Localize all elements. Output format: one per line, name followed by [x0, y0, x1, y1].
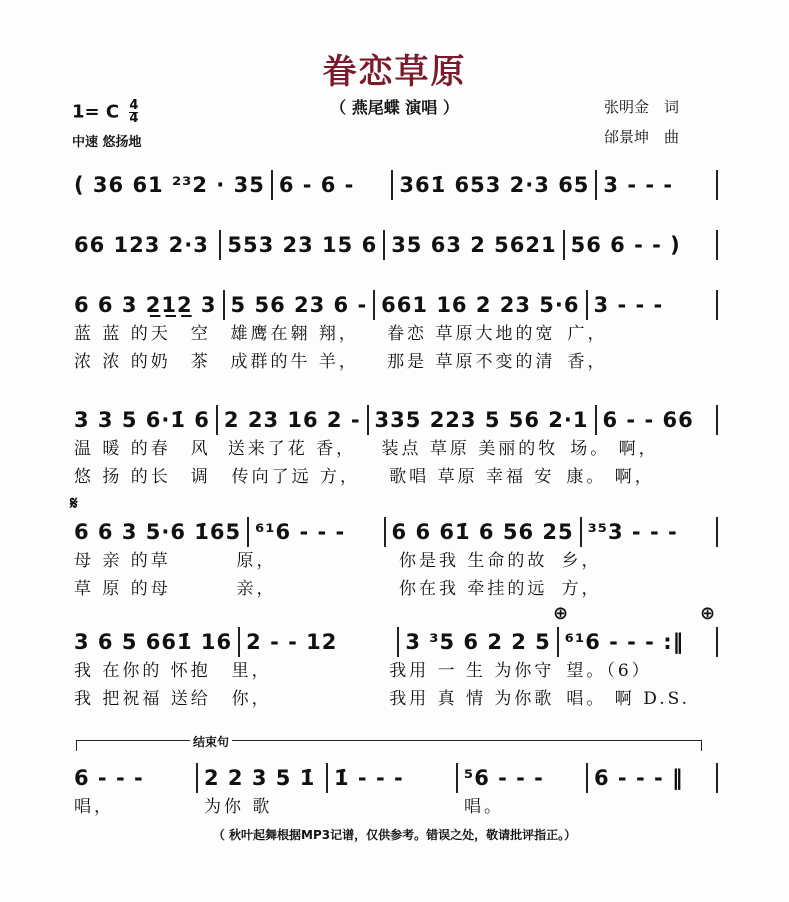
measure: 2 2 3 5 1̇	[198, 763, 328, 793]
lyric-segment: 草 原 的母	[74, 579, 171, 599]
notation-row	[68, 170, 718, 200]
lyric-segment: 广，	[567, 324, 608, 344]
lyric-segment: 我用 真 情 为你歌	[389, 689, 555, 709]
measure: ⁶¹6 - - -	[249, 517, 385, 547]
lyric-segment: 望。（6）	[566, 661, 652, 681]
lyric-segment: 眷恋 草原大地的宽	[387, 324, 556, 344]
lyric-segment: 乡，	[561, 551, 602, 571]
lyric-segment: 你是我 生命的故	[399, 551, 548, 571]
lyrics-verse-1	[68, 435, 718, 463]
measure: 2 23 16 2 -	[218, 405, 369, 435]
measure: 335 223 5 56 2·1	[369, 405, 597, 435]
lyrics-verse-2	[68, 575, 718, 603]
measure: ³⁵3 - - -	[582, 517, 718, 547]
notation-row	[68, 290, 718, 320]
measure: 3 6 5 661̇ 16	[68, 627, 240, 657]
lyricist: 张明金 词	[604, 98, 680, 116]
time-bottom: 4	[129, 111, 139, 126]
lyric-segment: 我 把祝福 送给	[74, 689, 211, 709]
key: 1= C	[72, 101, 120, 123]
lyric-segment: 成群的牛 羊，	[230, 352, 359, 372]
lyric-segment	[588, 793, 718, 821]
key-signature	[72, 100, 138, 125]
measure: 3 3 5 6·1̇ 6	[68, 405, 218, 435]
lyric-segment: 唱。 啊 D.S.	[566, 689, 691, 709]
system-5	[68, 493, 718, 603]
lyrics-verse-1	[68, 657, 718, 685]
time-signature	[129, 100, 138, 125]
notation-row	[68, 517, 718, 547]
lyrics-verse-2	[68, 685, 718, 713]
tempo-marking: 中速 悠扬地	[72, 135, 142, 150]
lyric-segment: 唱，	[74, 797, 114, 817]
lyric-segment: 唱。	[464, 797, 504, 817]
notation-row	[68, 627, 718, 657]
lyric-segment: 里，	[231, 661, 272, 681]
lyric-segment: 母 亲 的草	[74, 551, 171, 571]
system-2	[68, 230, 718, 260]
lyric-segment: 悠 扬 的长 调	[74, 467, 211, 487]
lyrics-verse-1	[68, 547, 718, 575]
lyric-segment: 蓝 蓝 的天 空	[74, 324, 211, 344]
notation-row	[68, 405, 718, 435]
lyric-segment: 雄鹰在翱 翔，	[230, 324, 359, 344]
ending-bracket	[76, 740, 702, 751]
composer: 邰景坤 曲	[604, 128, 680, 146]
measure: 2 - - 12	[240, 627, 399, 657]
lyric-segment: 亲，	[236, 579, 277, 599]
lyric-segment: 那是 草原不变的清	[387, 352, 556, 372]
measure: 661 16 2 23 5·6	[375, 290, 587, 320]
lyric-segment: 康。 啊，	[566, 467, 655, 487]
measure: 66 123 2·3	[68, 230, 221, 260]
lyric-segment: 你在我 牵挂的远	[399, 579, 548, 599]
measure: 361̇ 653 2·3 65	[393, 170, 597, 200]
lyric-segment: 方，	[561, 579, 602, 599]
lyric-segment	[328, 793, 458, 821]
system-4	[68, 405, 718, 491]
lyric-segment: 你，	[231, 689, 272, 709]
lyric-segment: 我 在你的 怀抱	[74, 661, 211, 681]
measure: 35 63 2 5621	[385, 230, 564, 260]
measure: 3 - - -	[588, 290, 718, 320]
lyric-segment: 送来了花 香，	[227, 439, 357, 459]
lyric-segment: 原，	[236, 551, 277, 571]
notation-row	[68, 230, 718, 260]
song-title: 眷恋草原	[322, 52, 467, 92]
measure: ( 36 61 ²³2 · 35	[68, 170, 273, 200]
footer-note: （ 秋叶起舞根据MP3记谱，仅供参考。错误之处，敬请批评指正。）	[212, 828, 577, 842]
coda-icon: ⊕	[553, 603, 569, 624]
measure: 5 56 23 6 -	[225, 290, 376, 320]
measure: 6 - 6 -	[273, 170, 394, 200]
singer-credit: （ 燕尾蝶 演唱 ）	[330, 98, 459, 117]
lyrics-verse-2	[68, 463, 718, 491]
lyric-segment: 歌唱 草原 幸福 安	[389, 467, 555, 487]
measure: 6 6 61̇ 6 56 25	[386, 517, 582, 547]
lyric-segment: 浓 浓 的奶 茶	[74, 352, 211, 372]
coda-icon: ⊕	[700, 603, 716, 624]
lyrics-verse-1	[68, 320, 718, 348]
lyric-segment: 为你 歌	[204, 797, 273, 817]
lyrics-verse-1	[68, 793, 718, 821]
measure: 3 ³5 6 2 2 5	[399, 627, 558, 657]
measure: 6 - - 66	[597, 405, 719, 435]
measure: 553 23 15 6	[221, 230, 385, 260]
system-6	[68, 603, 718, 713]
lyric-segment: 传向了远 方，	[231, 467, 360, 487]
measure: 6 - - -	[68, 763, 198, 793]
lyrics-verse-2	[68, 348, 718, 376]
segno-icon: 𝄋	[70, 493, 78, 514]
measure: 1̇ - - -	[328, 763, 458, 793]
lyric-segment: 香，	[567, 352, 608, 372]
notation-row	[68, 763, 718, 793]
measure: ⁶¹6 - - - :‖	[559, 627, 718, 657]
lyric-segment: 装点 草原 美丽的牧	[381, 439, 559, 459]
lyric-segment: 场。 啊，	[570, 439, 659, 459]
lyric-segment: 我用 一 生 为你守	[389, 661, 555, 681]
time-top: 4	[129, 98, 139, 113]
measure: 6 6 3 5·6 1̇65	[68, 517, 249, 547]
system-1	[68, 170, 718, 200]
measure: 6 - - - ‖	[588, 763, 718, 793]
system-7	[68, 763, 718, 821]
measure: 56 6 - - )	[565, 230, 718, 260]
system-3	[68, 290, 718, 376]
measure: ⁵6 - - -	[458, 763, 588, 793]
ending-label: 结束句	[190, 733, 232, 750]
measure: 6 6 3 2̲1̲2̲ 3	[68, 290, 225, 320]
measure: 3 - - -	[597, 170, 718, 200]
lyric-segment: 温 暖 的春 风	[74, 439, 211, 459]
